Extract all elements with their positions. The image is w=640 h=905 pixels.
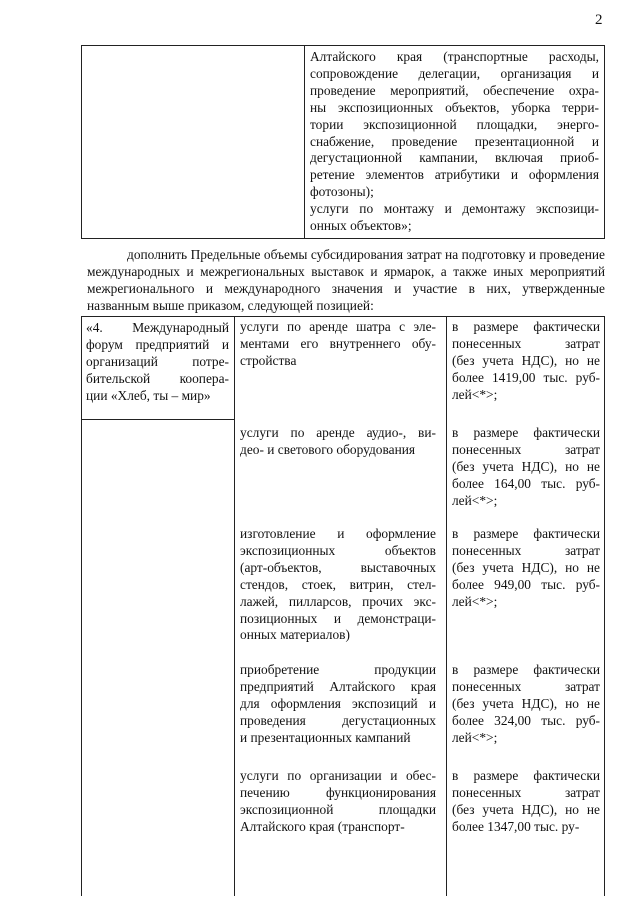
- event-limits-table: [81, 316, 605, 896]
- limit-line: более 1419,00 тыс. руб-: [452, 369, 600, 385]
- service-line: (арт-объектов, выставочных: [240, 559, 436, 575]
- event-name-cell: [86, 320, 229, 405]
- limit-line: понесенных затрат: [452, 441, 600, 457]
- service-cell: [240, 662, 436, 747]
- continuation-line: тории экспозиционной площадки, энерго-: [310, 116, 599, 132]
- amendment-paragraph: дополнить Предельные объемы субсидирования затрат на подготовку и проведение международных и межрегиональных выставок и ярмарок, а также иных мероприятий межрегионального и международного значения и участие в них, утвержденные названным выше приказом, следующей позицией:: [87, 247, 605, 313]
- continuation-line: фотозоны);: [310, 184, 374, 200]
- limit-line: понесенных затрат: [452, 784, 600, 800]
- continuation-line: снабжение, проведение презентационной и: [310, 133, 599, 149]
- service-line: Алтайского края (транспорт-: [240, 818, 405, 834]
- continuation-line: проведение мероприятий, обеспечение охра-: [310, 82, 599, 98]
- service-line: экспозиционных объектов: [240, 542, 436, 558]
- service-line: услуги по организации и обес-: [240, 768, 436, 783]
- event-name-line: форум предприятий и: [86, 336, 229, 352]
- service-line: услуги по аренде шатра с эле-: [240, 319, 436, 334]
- limit-line: лей<*>;: [452, 492, 498, 508]
- continuation-table-left-cell: [82, 46, 305, 238]
- limit-line: в размере фактически: [452, 526, 600, 541]
- service-cell: [240, 526, 436, 644]
- limit-line: более 1347,00 тыс. ру-: [452, 818, 580, 834]
- limit-line: (без учета НДС), но не: [452, 458, 600, 474]
- continuation-line: Алтайского края (транспортные расходы,: [310, 49, 599, 64]
- continuation-line: ретение элементов атрибутики и оформления: [310, 167, 599, 183]
- limit-cell: [452, 319, 600, 404]
- page-number: 2: [595, 12, 603, 28]
- service-cell: [240, 319, 436, 370]
- service-line: стендов, стоек, витрин, стел-: [240, 576, 436, 592]
- continuation-text: [310, 49, 599, 235]
- limit-line: (без учета НДС), но не: [452, 559, 600, 575]
- limit-line: более 949,00 тыс. руб-: [452, 576, 600, 592]
- limit-line: лей<*>;: [452, 386, 498, 402]
- service-line: позиционных и демонстраци-: [240, 610, 436, 626]
- continuation-line: услуги по монтажу и демонтажу экспозици-: [310, 201, 599, 217]
- limit-line: более 324,00 тыс. руб-: [452, 712, 600, 728]
- service-line: лажей, пилларсов, прочих экс-: [240, 593, 436, 609]
- limit-cell: [452, 425, 600, 510]
- service-line: для оформления экспозиций и: [240, 695, 436, 711]
- service-line: стройства: [240, 352, 297, 368]
- event-name-line: ции «Хлеб, ты – мир»: [86, 387, 211, 403]
- service-line: предприятий Алтайского края: [240, 678, 436, 694]
- service-line: приобретение продукции: [240, 662, 436, 677]
- event-name-line: «4. Международный: [86, 320, 229, 335]
- service-cell: [240, 768, 436, 836]
- service-line: экспозиционной площадки: [240, 801, 436, 817]
- continuation-line: ны экспозиционных объектов, уборка терри-: [310, 99, 599, 115]
- service-cell: [240, 425, 436, 459]
- service-line: део- и светового оборудования: [240, 441, 416, 457]
- service-line: и презентационных кампаний: [240, 729, 411, 745]
- continuation-table: [81, 45, 605, 239]
- column-divider: [446, 317, 447, 896]
- service-line: печению функционирования: [240, 784, 436, 800]
- continuation-line: онных объектов»;: [310, 218, 412, 234]
- event-name-line: организаций потре-: [86, 353, 229, 369]
- service-line: услуги по аренде аудио-, ви-: [240, 425, 436, 440]
- limit-line: (без учета НДС), но не: [452, 695, 600, 711]
- limit-line: (без учета НДС), но не: [452, 801, 600, 817]
- limit-cell: [452, 768, 600, 836]
- service-line: онных материалов): [240, 627, 350, 643]
- event-name-line: бительской коопера-: [86, 370, 229, 386]
- continuation-line: дегустационной кампании, включая приоб-: [310, 150, 599, 166]
- limit-line: в размере фактически: [452, 319, 600, 334]
- service-line: проведения дегустационных: [240, 712, 436, 728]
- limit-line: понесенных затрат: [452, 335, 600, 351]
- service-line: ментами его внутреннего обу-: [240, 335, 436, 351]
- limit-line: более 164,00 тыс. руб-: [452, 475, 600, 491]
- column-divider: [234, 317, 235, 896]
- continuation-line: сопровождение делегации, организация и: [310, 65, 599, 81]
- limit-line: понесенных затрат: [452, 678, 600, 694]
- limit-line: (без учета НДС), но не: [452, 352, 600, 368]
- service-line: изготовление и оформление: [240, 526, 436, 541]
- limit-line: в размере фактически: [452, 662, 600, 677]
- continuation-table-right-cell: [304, 46, 604, 238]
- limit-cell: [452, 526, 600, 611]
- limit-line: в размере фактически: [452, 768, 600, 783]
- limit-line: лей<*>;: [452, 729, 498, 745]
- limit-line: лей<*>;: [452, 593, 498, 609]
- limit-line: понесенных затрат: [452, 542, 600, 558]
- event-cell-bottom-border: [82, 419, 234, 420]
- limit-cell: [452, 662, 600, 747]
- limit-line: в размере фактически: [452, 425, 600, 440]
